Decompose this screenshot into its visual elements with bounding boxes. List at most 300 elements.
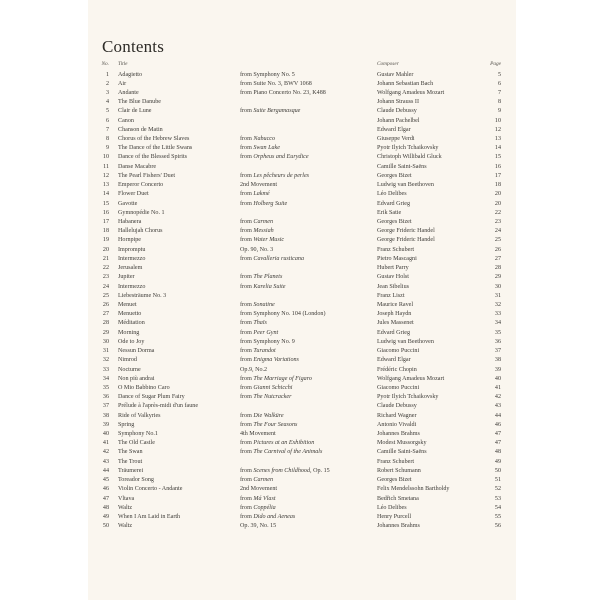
entry-source [240, 412, 284, 421]
entry-source [240, 366, 267, 375]
contents-entry[interactable] [88, 80, 516, 89]
entry-title: Habanera [118, 219, 142, 225]
entry-number: 24 [102, 283, 109, 290]
entry-composer: Giuseppe Verdi [377, 136, 415, 143]
entry-page: 17 [494, 172, 501, 179]
entry-source [240, 246, 273, 255]
contents-entry[interactable] [88, 153, 516, 162]
entry-composer: Erik Satie [377, 209, 402, 216]
entry-composer: Johann Sebastian Bach [377, 80, 434, 87]
contents-entry[interactable] [88, 89, 516, 98]
entry-composer: Johannes Brahms [377, 431, 420, 438]
entry-source [240, 181, 277, 190]
entry-number: 43 [102, 458, 109, 465]
entry-source-work: Turandot [253, 348, 276, 355]
entry-composer: Franz Schubert [377, 458, 415, 465]
entry-source [240, 80, 312, 89]
entry-composer: Johann Pachelbel [377, 117, 420, 124]
entry-number: 46 [102, 486, 109, 493]
entry-source-work: Sonatine [253, 301, 275, 308]
contents-entry[interactable] [88, 227, 516, 236]
entry-number: 22 [102, 265, 109, 272]
entry-title: Liebesträume No. 3 [118, 292, 167, 299]
entry-source [240, 190, 270, 199]
entry-source-text: from Symphony No. 9 [240, 338, 295, 345]
entry-title: Prélude à l'après-midi d'un faune [118, 403, 199, 410]
entry-composer: George Frideric Handel [377, 237, 435, 244]
page-title: Contents [102, 37, 165, 56]
contents-entry[interactable] [88, 117, 516, 126]
entry-source-work: Pictures at an Exhibition [253, 440, 315, 447]
entry-composer: Pyotr Ilyich Tchaikovsky [377, 145, 439, 152]
contents-entry[interactable] [88, 144, 516, 153]
entry-number: 34 [102, 375, 109, 382]
entry-source-text: from [240, 283, 254, 290]
entry-source [240, 71, 295, 80]
entry-composer: Camille Saint-Saëns [377, 449, 427, 456]
entry-source-text: from [240, 301, 254, 308]
entry-source [240, 283, 285, 292]
entry-source-work: Nabucco [253, 136, 276, 143]
entry-source-text: from [240, 154, 254, 161]
entry-page: 18 [494, 182, 501, 189]
entry-title: Méditation [118, 320, 145, 327]
entry-number: 19 [102, 237, 109, 244]
entry-source-text: from [240, 274, 254, 281]
entry-page: 56 [494, 523, 501, 530]
entry-title: The Old Castle [118, 440, 155, 447]
entry-title: Menuet [118, 301, 137, 308]
entry-source [240, 236, 284, 245]
entry-title: Träumerei [118, 467, 144, 474]
entry-title: Nessun Dorma [118, 348, 155, 355]
entry-page: 33 [494, 311, 501, 318]
entry-number: 38 [102, 412, 109, 419]
entry-source-text: from [240, 172, 254, 179]
column-header-row [88, 61, 516, 69]
entry-page: 31 [494, 292, 501, 299]
entry-title: Violin Concerto - Andante [118, 486, 183, 493]
entry-number: 45 [102, 477, 109, 484]
entry-title: Adagietto [118, 71, 143, 78]
entry-title: The Dance of the Little Swans [118, 145, 193, 152]
contents-entry[interactable] [88, 513, 516, 522]
contents-entry[interactable] [88, 301, 516, 310]
entry-source-work: Má Vlast [253, 495, 276, 502]
entry-source-work: Cavalleria rusticana [253, 255, 304, 262]
entry-title: Clair de Lune [118, 108, 152, 115]
entry-source-text: Op. 39, No. 15 [240, 523, 277, 530]
entry-page: 42 [494, 394, 501, 401]
entry-source-text: from [240, 228, 254, 235]
entry-title: Air [118, 80, 127, 87]
entry-source [240, 439, 314, 448]
entry-source-work: Suite Bergamasque [253, 108, 301, 115]
entry-source-text: from [240, 384, 254, 391]
entry-number: 47 [102, 495, 109, 502]
contents-entry[interactable] [88, 356, 516, 365]
entry-title: Jerusalem [118, 265, 143, 272]
entry-number: 3 [105, 89, 109, 96]
entry-page: 55 [494, 514, 501, 520]
entry-source-text: Op. 90, No. 3 [240, 246, 274, 253]
entry-title: Dance of Sugar Plum Fairy [118, 394, 185, 401]
entry-number: 8 [105, 136, 109, 143]
entry-composer: Jean Sibelius [377, 283, 409, 290]
entry-composer: Gustav Mahler [377, 71, 414, 78]
entry-number: 28 [102, 320, 109, 327]
entry-source-work: Thaïs [253, 320, 267, 327]
entry-number: 30 [102, 338, 109, 345]
entry-page: 53 [494, 495, 501, 502]
column-header-title: Title [118, 61, 128, 67]
entry-number: 1 [105, 71, 109, 78]
entry-number: 23 [102, 274, 109, 281]
entry-source-text: from Piano Concerto No. 23, K488 [240, 89, 326, 96]
entry-composer: Ludwig van Beethoven [377, 338, 434, 345]
entry-page: 26 [494, 246, 501, 253]
entry-source-text: from [240, 357, 254, 364]
entry-page: 47 [494, 440, 501, 447]
entry-source [240, 273, 282, 282]
entry-number: 7 [105, 126, 109, 133]
entry-source-text: 2nd Movement [240, 486, 278, 493]
entry-source-work: The Nutcracker [253, 394, 292, 401]
entry-source-work: Lakmé [253, 191, 270, 198]
entry-source-text: from [240, 394, 254, 401]
entry-source-work: The Marriage of Figaro [253, 375, 312, 382]
entry-source-text: from Suite No. 3, BWV 1068 [240, 80, 312, 87]
entry-composer: Bedřich Smetana [377, 495, 419, 502]
entry-number: 6 [105, 117, 109, 124]
entry-page: 39 [494, 366, 501, 373]
entry-number: 15 [102, 200, 109, 207]
entry-page: 5 [497, 71, 501, 78]
entry-source [240, 89, 326, 98]
contents-entry[interactable] [88, 338, 516, 347]
entry-source-work: Holberg Suite [253, 200, 288, 207]
entry-number: 4 [105, 99, 109, 106]
entry-number: 36 [102, 394, 109, 401]
entry-page: 15 [494, 154, 501, 161]
entry-page: 20 [494, 191, 501, 198]
entry-title: Ode to Joy [118, 338, 145, 345]
entry-composer: Joseph Haydn [377, 311, 412, 318]
entry-page: 7 [497, 89, 501, 96]
entry-composer: Jules Massenet [377, 320, 414, 327]
entry-composer: Christoph Willibald Gluck [377, 154, 442, 161]
entry-page: 25 [494, 237, 501, 244]
entry-source [240, 347, 276, 356]
contents-entry[interactable] [88, 218, 516, 227]
contents-entry[interactable] [88, 485, 516, 494]
contents-entry[interactable] [88, 467, 516, 476]
entry-page: 14 [494, 145, 501, 152]
entry-source [240, 430, 276, 439]
entry-page: 20 [494, 200, 501, 207]
entry-source [240, 172, 309, 181]
entry-composer: Gustav Holst [377, 274, 409, 281]
entry-title: O Mio Babbino Caro [118, 384, 170, 391]
contents-entry[interactable] [88, 292, 516, 301]
entry-composer: Giacomo Puccini [377, 348, 420, 355]
entry-number: 13 [102, 182, 109, 189]
entry-source-text: from [240, 375, 254, 382]
contents-entry[interactable] [88, 421, 516, 430]
entry-composer: Ludwig van Beethoven [377, 182, 434, 189]
entry-composer: Léo Delibes [377, 504, 407, 511]
entry-composer: Modest Mussorgsky [377, 440, 427, 447]
entry-source [240, 227, 274, 236]
entry-source-text: from [240, 329, 254, 336]
entry-page: 12 [494, 126, 501, 133]
entry-source-text: Op.9, No.2 [240, 366, 268, 373]
entry-composer: Edvard Grieg [377, 200, 410, 207]
entry-title: Toreador Song [118, 477, 154, 484]
contents-entry[interactable] [88, 135, 516, 144]
contents-entry[interactable] [88, 476, 516, 485]
contents-list [88, 71, 516, 532]
column-header-page: Page [490, 61, 501, 67]
entry-source-text: from Symphony No. 104 (London) [240, 311, 326, 318]
entry-source [240, 338, 295, 347]
entry-composer: Richard Wagner [377, 412, 417, 419]
contents-entry[interactable] [88, 126, 516, 135]
entry-title: Canon [118, 117, 134, 124]
entry-number: 20 [102, 246, 109, 253]
entry-number: 50 [102, 523, 109, 530]
contents-entry[interactable] [88, 495, 516, 504]
entry-source-text: from [240, 320, 254, 327]
entry-source-work: Gianni Schicchi [253, 384, 293, 391]
entry-title: Gymnopédie No. 1 [118, 209, 165, 216]
entry-title: Andante [118, 89, 139, 96]
contents-entry[interactable] [88, 255, 516, 264]
entry-source [240, 301, 275, 310]
contents-entry[interactable] [88, 209, 516, 218]
entry-number: 44 [102, 467, 109, 474]
entry-source [240, 504, 276, 513]
entry-composer: Robert Schumann [377, 467, 421, 474]
entry-source-work: Carmen [253, 477, 274, 484]
entry-number: 41 [102, 440, 109, 447]
contents-entry[interactable] [88, 412, 516, 421]
contents-entry[interactable] [88, 283, 516, 292]
entry-source-text: from [240, 421, 254, 428]
entry-title: Impromptu [118, 246, 146, 253]
entry-composer: Claude Debussy [377, 403, 417, 410]
entry-page: 30 [494, 283, 501, 290]
entry-source-text: from [240, 237, 254, 244]
entry-source-text: from [240, 348, 254, 355]
contents-entry[interactable] [88, 430, 516, 439]
entry-source-text: from [240, 477, 254, 484]
entry-page: 48 [494, 449, 501, 456]
entry-source-text: from [240, 108, 254, 115]
contents-entry[interactable] [88, 393, 516, 402]
entry-source-text: from [240, 495, 254, 502]
contents-entry[interactable] [88, 310, 516, 319]
entry-source-work: Dido and Aeneas [253, 514, 296, 520]
entry-page: 8 [497, 99, 501, 106]
entry-source [240, 476, 273, 485]
entry-title: The Blue Danube [118, 99, 161, 106]
entry-title: Vltava [118, 495, 135, 502]
entry-composer: Georges Bizet [377, 219, 412, 225]
entry-composer: Pyotr Ilyich Tchaikovsky [377, 394, 439, 401]
entry-title: Nimrod [118, 357, 137, 364]
entry-number: 18 [102, 228, 109, 235]
entry-page: 9 [497, 108, 501, 115]
entry-source [240, 255, 304, 264]
entry-source [240, 218, 273, 227]
entry-number: 29 [102, 329, 109, 336]
entry-page: 37 [494, 348, 501, 355]
contents-entry[interactable] [88, 190, 516, 199]
entry-source-suffix: , Op. 15 [310, 467, 330, 474]
contents-entry[interactable] [88, 107, 516, 116]
entry-title: When I Am Laid in Earth [118, 514, 181, 520]
contents-entry[interactable] [88, 458, 516, 467]
entry-page: 46 [494, 421, 501, 428]
contents-entry[interactable] [88, 347, 516, 356]
entry-composer: Edward Elgar [377, 357, 411, 364]
contents-entry[interactable] [88, 366, 516, 375]
contents-entry[interactable] [88, 384, 516, 393]
entry-composer: Frédéric Chopin [377, 366, 417, 373]
contents-entry[interactable] [88, 375, 516, 384]
contents-entry[interactable] [88, 200, 516, 209]
entry-source-text: from [240, 449, 254, 456]
entry-number: 14 [102, 191, 109, 198]
entry-source-text: from Symphony No. 5 [240, 71, 295, 78]
contents-entry[interactable] [88, 439, 516, 448]
contents-entry[interactable] [88, 402, 516, 411]
entry-source-text: from [240, 200, 254, 207]
entry-source-work: Peer Gynt [253, 329, 279, 336]
contents-entry[interactable] [88, 273, 516, 282]
entry-title: Waltz [118, 504, 133, 511]
entry-number: 10 [102, 154, 109, 161]
entry-source-work: The Four Seasons [253, 421, 298, 428]
entry-source [240, 421, 297, 430]
entry-source [240, 393, 291, 402]
entry-page: 52 [494, 486, 501, 493]
entry-composer: Edvard Grieg [377, 329, 410, 336]
entry-source-work: Karelia Suite [253, 283, 286, 290]
entry-number: 37 [102, 403, 109, 410]
entry-page: 47 [494, 431, 501, 438]
entry-composer: Claude Debussy [377, 108, 417, 115]
entry-source [240, 522, 276, 531]
contents-entry[interactable] [88, 522, 516, 531]
entry-number: 25 [102, 292, 109, 299]
contents-entry[interactable] [88, 172, 516, 181]
entry-source-text: from [240, 412, 254, 419]
entry-title: The Trout [118, 458, 143, 465]
entry-number: 21 [102, 255, 109, 262]
entry-title: Hallelujah Chorus [118, 228, 163, 235]
entry-source-work: Water Music [253, 237, 285, 244]
entry-source-text: from [240, 219, 254, 225]
entry-source-text: from [240, 145, 254, 152]
entry-composer: Franz Schubert [377, 246, 415, 253]
entry-composer: Wolfgang Amadeus Mozart [377, 89, 445, 96]
entry-title: Chorus of the Hebrew Slaves [118, 136, 190, 143]
contents-entry[interactable] [88, 71, 516, 80]
entry-title: Ride of Valkyries [118, 412, 161, 419]
entry-source-work: Messiah [253, 228, 274, 235]
entry-composer: Camille Saint-Saëns [377, 163, 427, 170]
entry-source [240, 375, 312, 384]
entry-source [240, 384, 292, 393]
contents-entry[interactable] [88, 448, 516, 457]
contents-entry[interactable] [88, 329, 516, 338]
entry-page: 29 [494, 274, 501, 281]
entry-title: Chanson de Matin [118, 126, 163, 133]
entry-page: 43 [494, 403, 501, 410]
entry-page: 27 [494, 255, 501, 262]
entry-number: 11 [103, 163, 109, 170]
entry-page: 16 [494, 163, 501, 170]
entry-source-work: Scenes from Childhood [253, 467, 311, 474]
entry-source [240, 448, 322, 457]
entry-composer: Maurice Ravel [377, 301, 414, 308]
entry-title: Morning [118, 329, 140, 336]
entry-page: 23 [494, 219, 501, 225]
contents-entry[interactable] [88, 98, 516, 107]
entry-number: 5 [105, 108, 109, 115]
entry-source-text: from [240, 504, 254, 511]
entry-source [240, 513, 295, 522]
contents-entry[interactable] [88, 163, 516, 172]
entry-number: 40 [102, 431, 109, 438]
entry-page: 34 [494, 320, 501, 327]
entry-number: 35 [102, 384, 109, 391]
entry-number: 33 [102, 366, 109, 373]
entry-title: Waltz [118, 523, 133, 530]
entry-source-text: from [240, 191, 254, 198]
contents-entry[interactable] [88, 181, 516, 190]
entry-source-work: Orpheus and Eurydice [253, 154, 309, 161]
entry-page: 35 [494, 329, 501, 336]
entry-composer: Henry Purcell [377, 514, 412, 520]
entry-title: Dance of the Blessed Spirits [118, 154, 188, 161]
entry-title: Intermezzo [118, 283, 146, 290]
entry-composer: Hubert Parry [377, 265, 409, 272]
entry-title: Spring [118, 421, 135, 428]
contents-entry[interactable] [88, 246, 516, 255]
entry-number: 2 [105, 80, 109, 87]
entry-source [240, 319, 267, 328]
entry-composer: Georges Bizet [377, 172, 412, 179]
entry-title: Menuetto [118, 311, 142, 318]
entry-composer: Edward Elgar [377, 126, 411, 133]
contents-entry[interactable] [88, 319, 516, 328]
contents-entry[interactable] [88, 504, 516, 513]
entry-page: 28 [494, 265, 501, 272]
contents-entry[interactable] [88, 236, 516, 245]
entry-source [240, 135, 275, 144]
entry-number: 16 [102, 209, 109, 216]
entry-source [240, 356, 299, 365]
entry-title: The Pearl Fishers' Duet [118, 172, 176, 179]
entry-composer: Franz Liszt [377, 292, 405, 299]
entry-source-text: 4th Movement [240, 431, 276, 438]
contents-entry[interactable] [88, 264, 516, 273]
entry-title: Danse Macabre [118, 163, 157, 170]
entry-page: 54 [494, 504, 501, 511]
